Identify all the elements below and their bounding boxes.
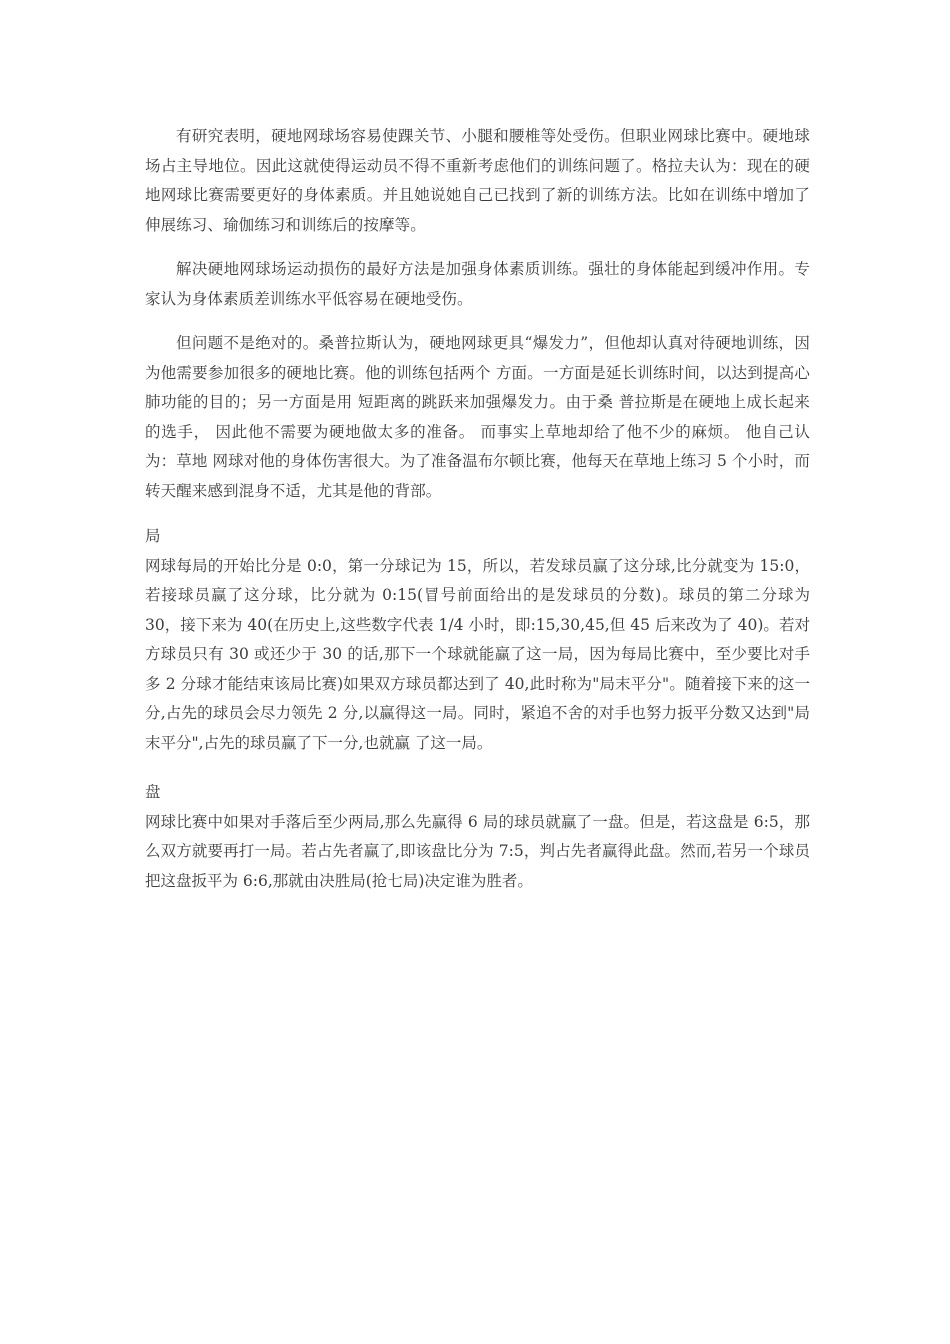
paragraph-hard-court-injuries: 有研究表明，硬地网球场容易使踝关节、小腿和腰椎等处受伤。但职业网球比赛中。硬地球场占主导地位。因此这就使得运动员不得不重新考虑他们的训练问题了。格拉夫认为：现在的硬地网球比赛需要更好的身体素质。并且她说她自己已找到了新的训练方法。比如在训练中增加了伸展练习、瑜伽练习和训练后的按摩等。 (145, 127, 810, 234)
document-body (145, 122, 810, 896)
paragraph-fitness-training: 解决硬地网球场运动损伤的最好方法是加强身体素质训练。强壮的身体能起到缓冲作用。专家认为身体素质差训练水平低容易在硬地受伤。 (145, 260, 810, 308)
section-title-game: 局 (145, 527, 161, 545)
section-set (145, 778, 810, 896)
section-game (145, 522, 810, 758)
section-body-set: 网球比赛中如果对手落后至少两局,那么先赢得 6 局的球员就赢了一盘。但是，若这盘是 6:5，那么双方就要再打一局。若占先者赢了,即该盘比分为 7:5，判占先者赢得此盘。然而,若另一个球员把这盘扳平为 6:6,那就由决胜局(抢七局)决定谁为胜者。 (145, 812, 810, 890)
paragraph-sampras: 但问题不是绝对的。桑普拉斯认为，硬地网球更具“爆发力”，但他却认真对待硬地训练，因为他需要参加很多的硬地比赛。他的训练包括两个 方面。一方面是延长训练时间，以达到提高心肺功能的目的；另一方面是用 短距离的跳跃来加强爆发力。由于桑 普拉斯是在硬地上成长起来的选手， 因此他不需要为硬地做太多的准备。 而事实上草地却给了他不少的麻烦。 他自己认为：草地 网球对他的身体伤害很大。为了准备温布尔顿比赛，他每天在草地上练习 5 个小时，而转天醒来感到混身不适，尤其是他的背部。 (145, 334, 810, 500)
section-body-game: 网球每局的开始比分是 0:0，第一分球记为 15，所以，若发球员赢了这分球,比分就变为 15:0，若接球员赢了这分球，比分就为 0:15(冒号前面给出的是发球员的分数)。球员的第二分球为 30，接下来为 40(在历史上,这些数字代表 1/4 小时，即:15,30,45,但 45 后来改为了 40)。若对方球员只有 30 或还少于 30 的话,那下一个球就能赢了这一局，因为每局比赛中，至少要比对手多 2 分球才能结束该局比赛)如果双方球员都达到了 40,此时称为"局末平分"。随着接下来的这一分,占先的球员会尽力领先 2 分,以赢得这一局。同时，紧追不舍的对手也努力扳平分数又达到"局末平分",占先的球员赢了下一分,也就赢 了这一局。 (145, 556, 810, 752)
section-title-set: 盘 (145, 783, 161, 801)
